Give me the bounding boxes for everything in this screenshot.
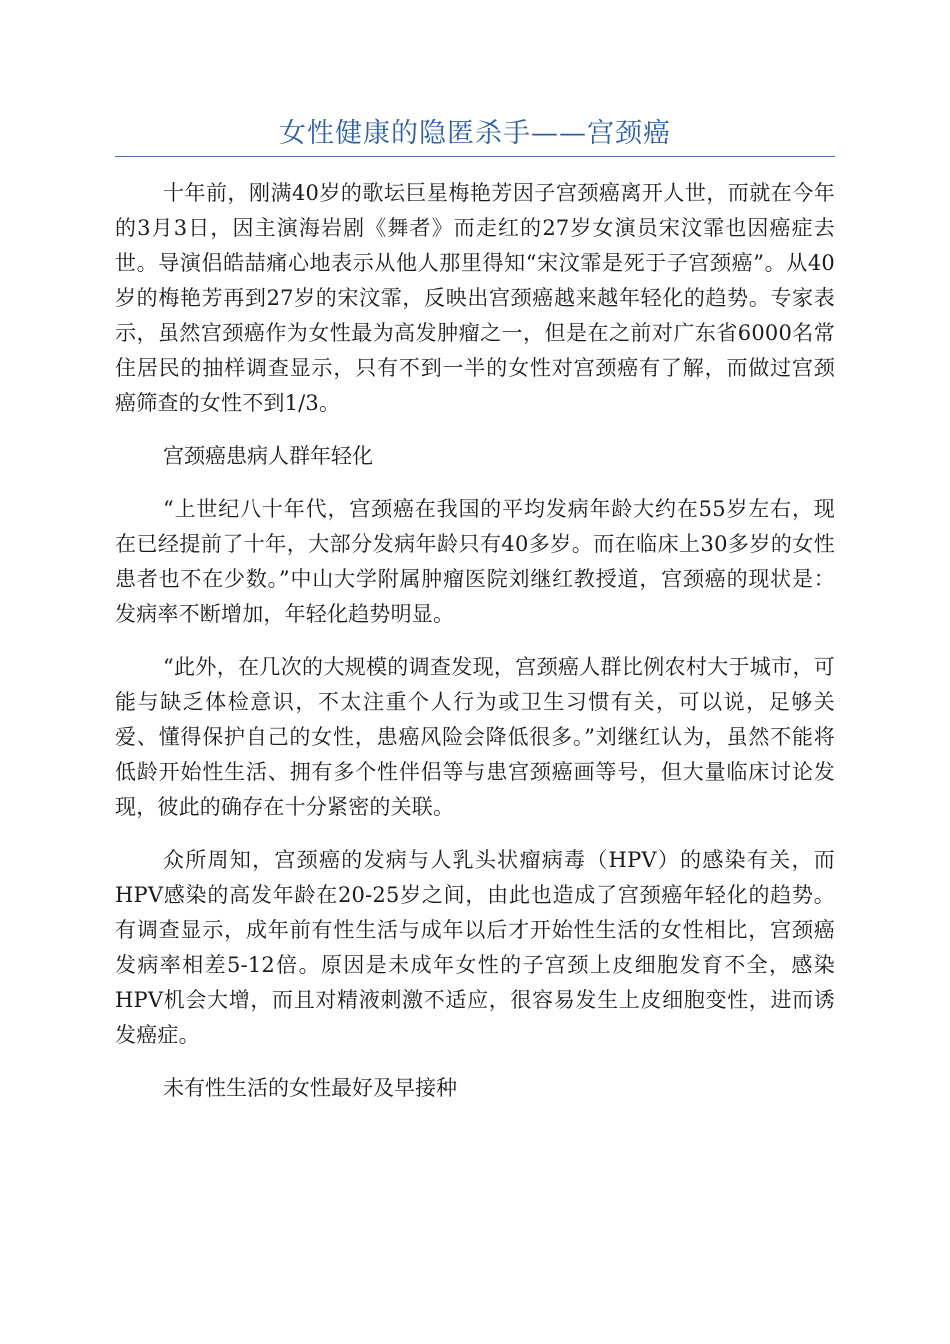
title-block bbox=[115, 112, 835, 157]
section-heading-vaccination: 未有性生活的女性最好及早接种 bbox=[163, 1076, 457, 1100]
paragraph-hpv: 众所周知，宫颈癌的发病与人乳头状瘤病毒（HPV）的感染有关，而HPV感染的高发年龄在20-25岁之间，由此也造成了宫颈癌年轻化的趋势。有调查显示，成年前有性生活与成年以后才开始性生活的女性相比，宫颈癌发病率相差5-12倍。原因是未成年女性的子宫颈上皮细胞发育不全，感染HPV机会大增，而且对精液刺激不适应，很容易发生上皮细胞变性，进而诱发癌症。 bbox=[115, 848, 835, 1047]
section-heading-younger-patients: 宫颈癌患病人群年轻化 bbox=[163, 444, 373, 468]
paragraph-intro: 十年前，刚满40岁的歌坛巨星梅艳芳因子宫颈癌离开人世，而就在今年的3月3日，因主演海岩剧《舞者》而走红的27岁女演员宋汶霏也因癌症去世。导演侣皓喆痛心地表示从他人那里得知“宋汶霏是死于子宫颈癌”。从40岁的梅艳芳再到27岁的宋汶霏，反映出宫颈癌越来越年轻化的趋势。专家表示，虽然宫颈癌作为女性最为高发肿瘤之一，但是在之前对广东省6000名常住居民的抽样调查显示，只有不到一半的女性对宫颈癌有了解，而做过宫颈癌筛查的女性不到1/3。 bbox=[115, 181, 835, 415]
paragraph-age-trend: “上世纪八十年代，宫颈癌在我国的平均发病年龄大约在55岁左右，现在已经提前了十年，大部分发病年龄只有40多岁。而在临床上30多岁的女性患者也不在少数。”中山大学附属肿瘤医院刘继红教授道，宫颈癌的现状是：发病率不断增加，年轻化趋势明显。 bbox=[115, 497, 835, 626]
paragraph-rural-urban: “此外，在几次的大规模的调查发现，宫颈癌人群比例农村大于城市，可能与缺乏体检意识，不太注重个人行为或卫生习惯有关，可以说，足够关爱、懂得保护自己的女性，患癌风险会降低很多。”刘继红认为，虽然不能将低龄开始性生活、拥有多个性伴侣等与患宫颈癌画等号，但大量临床讨论发现，彼此的确存在十分紧密的关联。 bbox=[115, 655, 835, 819]
document-body bbox=[115, 176, 835, 1124]
document-title: 女性健康的隐匿杀手——宫颈癌 bbox=[279, 118, 671, 149]
